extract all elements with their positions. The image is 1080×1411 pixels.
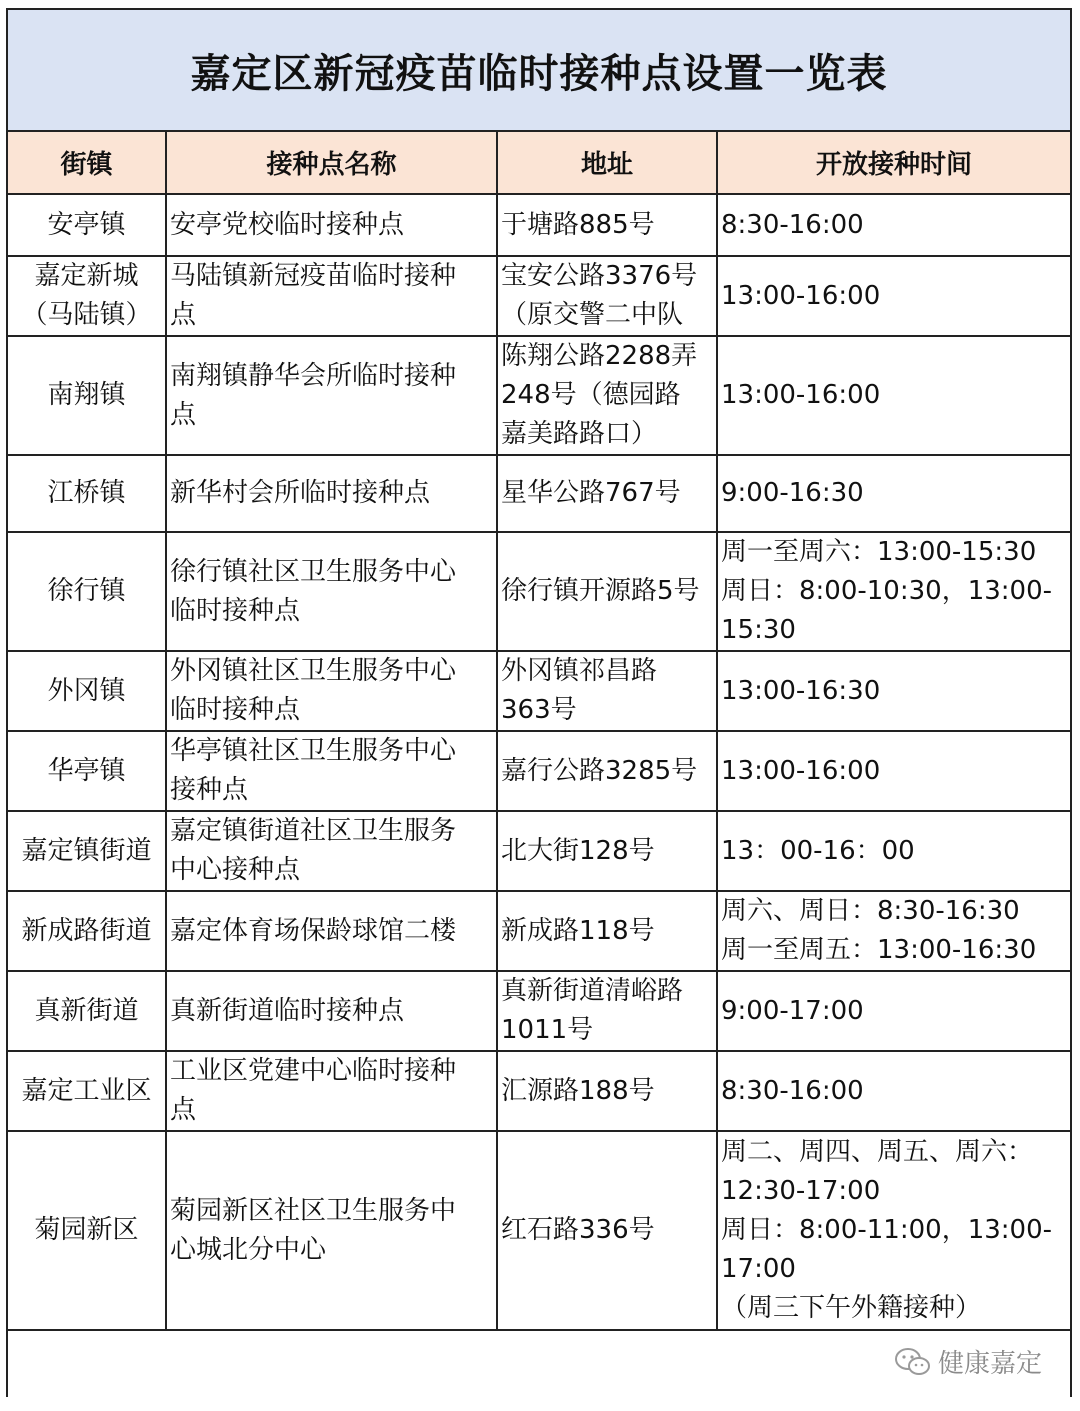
cell-site: 马陆镇新冠疫苗临时接种 点 bbox=[166, 256, 497, 336]
cell-hours: 周六、周日：8:30-16:30 周一至周五：13:00-16:30 bbox=[717, 891, 1070, 971]
cell-site: 工业区党建中心临时接种 点 bbox=[166, 1051, 497, 1131]
wechat-icon bbox=[894, 1347, 932, 1377]
watermark-text: 健康嘉定 bbox=[937, 1349, 1042, 1379]
table-header-row bbox=[8, 132, 1070, 194]
sites-table bbox=[8, 132, 1070, 1331]
cell-hours: 周二、周四、周五、周六： 12:30-17:00 周日：8:00-11:00，13:00- 17:00 （周三下午外籍接种） bbox=[717, 1131, 1070, 1330]
cell-hours: 13:00-16:30 bbox=[717, 651, 1070, 731]
table-row bbox=[8, 891, 1070, 971]
table-row bbox=[8, 194, 1070, 256]
footer-area bbox=[8, 1331, 1070, 1411]
cell-town: 徐行镇 bbox=[8, 532, 166, 651]
cell-site: 嘉定镇街道社区卫生服务 中心接种点 bbox=[166, 811, 497, 891]
cell-hours: 9:00-16:30 bbox=[717, 455, 1070, 532]
watermark bbox=[894, 1343, 1042, 1380]
cell-town: 新成路街道 bbox=[8, 891, 166, 971]
table-row bbox=[8, 1131, 1070, 1330]
cell-town: 菊园新区 bbox=[8, 1131, 166, 1330]
cell-hours: 8:30-16:00 bbox=[717, 1051, 1070, 1131]
table-row bbox=[8, 532, 1070, 651]
cell-hours: 13:00-16:00 bbox=[717, 256, 1070, 336]
table-row bbox=[8, 336, 1070, 455]
cell-town: 真新街道 bbox=[8, 971, 166, 1051]
cell-hours: 9:00-17:00 bbox=[717, 971, 1070, 1051]
cell-site: 菊园新区社区卫生服务中 心城北分中心 bbox=[166, 1131, 497, 1330]
header-town: 街镇 bbox=[8, 132, 166, 194]
cell-site: 真新街道临时接种点 bbox=[166, 971, 497, 1051]
table-row bbox=[8, 811, 1070, 891]
table-row bbox=[8, 731, 1070, 811]
cell-address: 真新街道清峪路 1011号 bbox=[497, 971, 717, 1051]
cell-town: 嘉定新城 （马陆镇） bbox=[8, 256, 166, 336]
header-hours: 开放接种时间 bbox=[717, 132, 1070, 194]
cell-site: 南翔镇静华会所临时接种 点 bbox=[166, 336, 497, 455]
cell-site: 外冈镇社区卫生服务中心 临时接种点 bbox=[166, 651, 497, 731]
cell-town: 江桥镇 bbox=[8, 455, 166, 532]
cell-town: 华亭镇 bbox=[8, 731, 166, 811]
cell-town: 南翔镇 bbox=[8, 336, 166, 455]
cell-town: 安亭镇 bbox=[8, 194, 166, 256]
cell-address: 红石路336号 bbox=[497, 1131, 717, 1330]
table-row bbox=[8, 256, 1070, 336]
cell-address: 北大街128号 bbox=[497, 811, 717, 891]
cell-address: 汇源路188号 bbox=[497, 1051, 717, 1131]
header-site: 接种点名称 bbox=[166, 132, 497, 194]
header-address: 地址 bbox=[497, 132, 717, 194]
cell-address: 星华公路767号 bbox=[497, 455, 717, 532]
cell-hours: 8:30-16:00 bbox=[717, 194, 1070, 256]
cell-site: 新华村会所临时接种点 bbox=[166, 455, 497, 532]
cell-address: 于塘路885号 bbox=[497, 194, 717, 256]
cell-site: 安亭党校临时接种点 bbox=[166, 194, 497, 256]
cell-hours: 13:00-16:00 bbox=[717, 731, 1070, 811]
cell-address: 外冈镇祁昌路 363号 bbox=[497, 651, 717, 731]
table-row bbox=[8, 651, 1070, 731]
cell-town: 外冈镇 bbox=[8, 651, 166, 731]
vaccination-sites-sheet bbox=[6, 8, 1072, 1397]
cell-hours: 13:00-16:00 bbox=[717, 336, 1070, 455]
cell-address: 宝安公路3376号 （原交警二中队 bbox=[497, 256, 717, 336]
table-row bbox=[8, 455, 1070, 532]
page-title: 嘉定区新冠疫苗临时接种点设置一览表 bbox=[8, 10, 1070, 132]
table-row bbox=[8, 971, 1070, 1051]
cell-hours: 13：00-16：00 bbox=[717, 811, 1070, 891]
cell-address: 新成路118号 bbox=[497, 891, 717, 971]
cell-town: 嘉定镇街道 bbox=[8, 811, 166, 891]
cell-address: 嘉行公路3285号 bbox=[497, 731, 717, 811]
cell-site: 徐行镇社区卫生服务中心 临时接种点 bbox=[166, 532, 497, 651]
cell-site: 华亭镇社区卫生服务中心 接种点 bbox=[166, 731, 497, 811]
cell-hours: 周一至周六：13:00-15:30 周日：8:00-10:30，13:00- 15:30 bbox=[717, 532, 1070, 651]
cell-site: 嘉定体育场保龄球馆二楼 bbox=[166, 891, 497, 971]
cell-address: 徐行镇开源路5号 bbox=[497, 532, 717, 651]
table-row bbox=[8, 1051, 1070, 1131]
cell-town: 嘉定工业区 bbox=[8, 1051, 166, 1131]
cell-address: 陈翔公路2288弄 248号（德园路 嘉美路路口） bbox=[497, 336, 717, 455]
